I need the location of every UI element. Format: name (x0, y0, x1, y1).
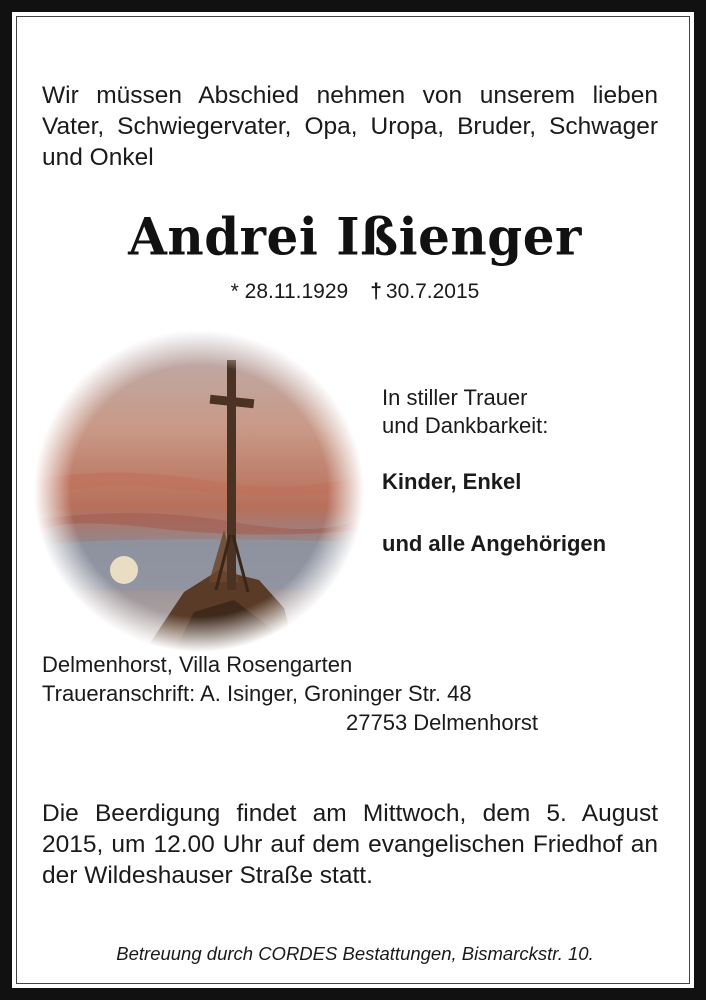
obituary-card (10, 10, 696, 990)
birth-date: * 28.11.1929 (230, 280, 349, 303)
address-block (42, 650, 662, 737)
deceased-name: Andrei Ißienger (128, 206, 582, 267)
funeral-home-credit: Betreuung durch CORDES Bestattungen, Bismarckstr. 10. (116, 943, 594, 964)
address-line-1: Traueranschrift: A. Isinger, Groninger Str. 48 (42, 681, 472, 706)
death-cross-icon: † (370, 280, 382, 303)
mourners-family: Kinder, Enkel (382, 469, 522, 494)
life-dates (12, 280, 698, 304)
mourners-relatives: und alle Angehörigen (382, 531, 607, 556)
mourners-line-2: und Dankbarkeit: (382, 413, 549, 438)
mourners-block (382, 384, 682, 558)
address-line-2: 27753 Delmenhorst (346, 710, 539, 735)
cross-on-rock-sunset-image (34, 330, 364, 652)
death-date: 30.7.2015 (385, 280, 480, 303)
intro-text: Wir müssen Abschied nehmen von unserem lieben Vater, Schwiegervater, Opa, Uropa, Bruder, Schwager und Onkel (42, 82, 658, 171)
mourners-line-1: In stiller Trauer (382, 385, 528, 410)
location-line: Delmenhorst, Villa Rosengarten (42, 652, 353, 677)
funeral-info: Die Beerdigung findet am Mittwoch, dem 5. August 2015, um 12.00 Uhr auf dem evangelischen Friedhof an der Wildeshauser Straße statt. (42, 800, 658, 889)
